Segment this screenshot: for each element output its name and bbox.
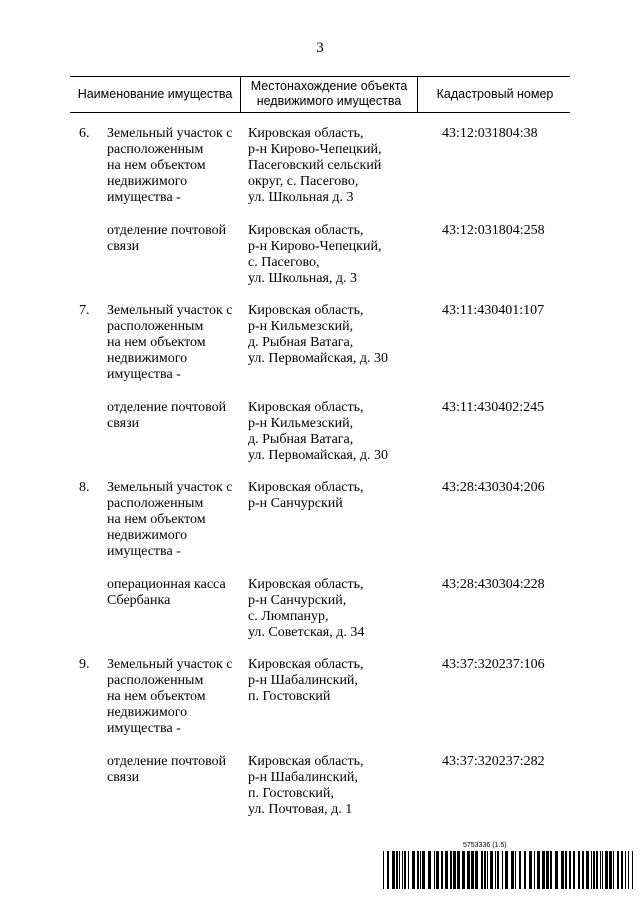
header-cadastral: Кадастровый номер	[436, 87, 554, 101]
cadastral-number: 43:37:320237:282	[442, 754, 545, 769]
barcode-id: 5753336 (1.5)	[463, 842, 507, 849]
property-location: Кировская область, р-н Санчурский, с. Люмпанур, ул. Советская, д. 34	[248, 577, 365, 640]
property-name: Земельный участок с расположенным на нем объектом недвижимого имущества -	[107, 126, 233, 205]
property-location: Кировская область, р-н Шабалинский, п. Гостовский	[248, 657, 364, 704]
cadastral-number: 43:12:031804:258	[442, 223, 545, 238]
property-location: Кировская область, р-н Кирово-Чепецкий, Пасеговский сельский округ, с. Пасегово, ул. Школьная д. 3	[248, 126, 382, 205]
header-location: Местонахождение объекта недвижимого имущества	[250, 79, 408, 108]
property-location: Кировская область, р-н Кильмезский, д. Рыбная Ватага, ул. Первомайская, д. 30	[248, 400, 388, 463]
header-divider	[240, 77, 241, 112]
item-number: 8.	[79, 480, 90, 495]
cadastral-number: 43:37:320237:106	[442, 657, 545, 672]
property-name: Земельный участок с расположенным на нем объектом недвижимого имущества -	[107, 303, 233, 382]
property-name: отделение почтовой связи	[107, 754, 227, 785]
property-name: отделение почтовой связи	[107, 223, 227, 254]
property-name: операционная касса Сбербанка	[107, 577, 226, 608]
property-name: Земельный участок с расположенным на нем объектом недвижимого имущества -	[107, 480, 233, 559]
barcode-bars	[383, 851, 633, 889]
header-divider	[417, 77, 418, 112]
page-number: 3	[316, 40, 324, 56]
item-number: 7.	[79, 303, 90, 318]
property-location: Кировская область, р-н Санчурский	[248, 480, 364, 511]
item-number: 6.	[79, 126, 90, 141]
property-name: отделение почтовой связи	[107, 400, 227, 431]
cadastral-number: 43:12:031804:38	[442, 126, 538, 141]
cadastral-number: 43:28:430304:228	[442, 577, 545, 592]
property-location: Кировская область, р-н Кирово-Чепецкий, с. Пасегово, ул. Школьная, д. 3	[248, 223, 382, 286]
header-name: Наименование имущества	[77, 87, 233, 101]
property-location: Кировская область, р-н Кильмезский, д. Рыбная Ватага, ул. Первомайская, д. 30	[248, 303, 388, 366]
item-number: 9.	[79, 657, 90, 672]
table-top-rule	[70, 76, 570, 77]
property-name: Земельный участок с расположенным на нем объектом недвижимого имущества -	[107, 657, 233, 736]
cadastral-number: 43:28:430304:206	[442, 480, 545, 495]
cadastral-number: 43:11:430402:245	[442, 400, 545, 415]
header-bottom-rule	[70, 112, 570, 113]
cadastral-number: 43:11:430401:107	[442, 303, 545, 318]
document-barcode	[383, 842, 633, 892]
property-location: Кировская область, р-н Шабалинский, п. Гостовский, ул. Почтовая, д. 1	[248, 754, 364, 817]
